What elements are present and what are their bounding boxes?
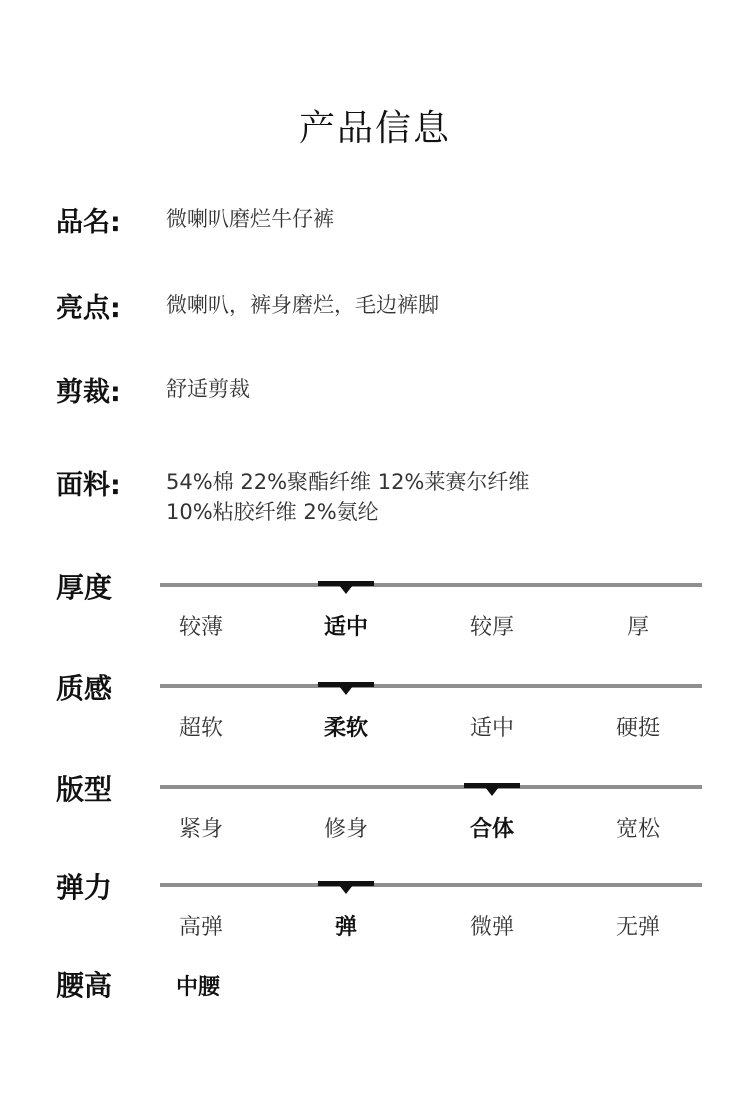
scale-label: 厚度	[56, 571, 113, 604]
scale-option: 无弹	[615, 915, 660, 940]
fabric-line-2: 10%粘胶纤维 2%氨纶	[166, 500, 379, 524]
scale-option: 较厚	[469, 615, 514, 640]
scale-marker	[318, 581, 374, 586]
scale-label: 弹力	[56, 871, 113, 904]
scale-option: 柔软	[323, 716, 368, 741]
fabric-line-1: 54%棉 22%聚酯纤维 12%莱赛尔纤维	[166, 470, 530, 494]
scale-option: 微弹	[469, 915, 514, 940]
info-value	[166, 467, 529, 527]
scale-label: 质感	[56, 672, 113, 705]
waist-label: 腰高	[56, 969, 113, 1002]
info-label: 剪裁:	[56, 377, 121, 408]
scale-marker	[318, 682, 374, 687]
scale-option: 硬挺	[615, 716, 660, 741]
scale-option: 适中	[469, 716, 514, 741]
scale-option: 高弹	[178, 915, 223, 940]
scale-track	[160, 883, 702, 887]
scale-option: 超软	[178, 716, 223, 741]
scale-track	[160, 583, 702, 587]
scale-option: 紧身	[178, 817, 223, 842]
scale-track	[160, 785, 702, 789]
info-label: 亮点:	[56, 293, 121, 324]
info-label: 面料:	[56, 470, 121, 501]
scale-option: 宽松	[615, 817, 660, 842]
info-value: 微喇叭磨烂牛仔裤	[166, 207, 334, 231]
info-value: 微喇叭，裤身磨烂，毛边裤脚	[166, 293, 439, 317]
scale-option: 较薄	[178, 615, 223, 640]
scale-track	[160, 684, 702, 688]
scale-option: 合体	[469, 817, 514, 842]
scale-option: 修身	[323, 817, 368, 842]
page-title: 产品信息	[298, 108, 451, 149]
scale-option: 弹	[334, 915, 357, 940]
scale-option: 厚	[626, 615, 649, 640]
info-label: 品名:	[56, 207, 121, 238]
scale-marker	[464, 783, 520, 788]
scale-marker	[318, 881, 374, 886]
scale-label: 版型	[56, 773, 113, 806]
scale-option: 适中	[323, 615, 368, 640]
info-value: 舒适剪裁	[166, 377, 250, 401]
waist-value: 中腰	[176, 975, 221, 1000]
